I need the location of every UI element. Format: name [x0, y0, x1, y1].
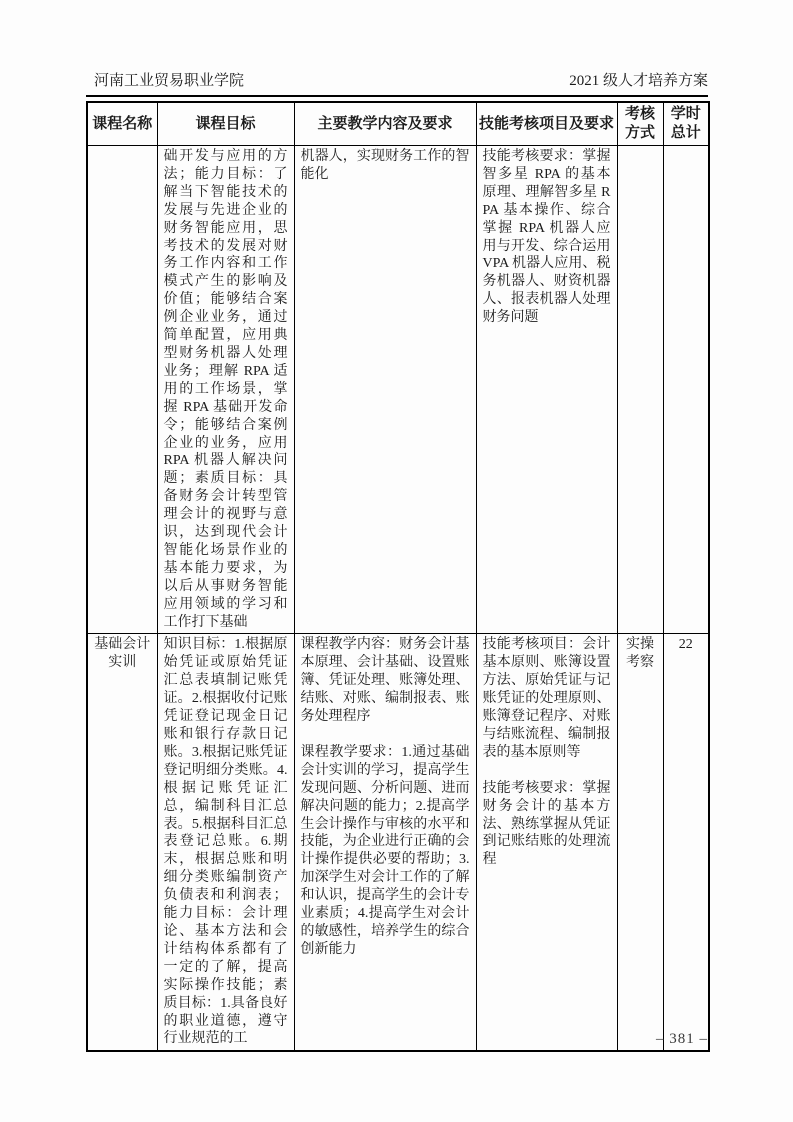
assessment-items-paragraph: 技能考核项目：会计基本原则、账簿设置方法、原始凭证与记账凭证的处理原则、账簿登记程序、对账与结账流程、编制报表的基本原则等	[482, 637, 611, 760]
header-rule	[86, 95, 708, 97]
page-header	[86, 71, 708, 91]
assessment-items-text: 技能考核要求：掌握智多星 RPA 的基本原理、理解智多星 RPA 基本操作、综合掌握 RPA 机器人应用与开发、综合运用 VPA 机器人应用、税务机器人、财资机器人、报表机器人处理财务问题	[482, 149, 611, 326]
header-assessment-items: 技能考核项目及要求	[476, 102, 617, 146]
cell-assessment-items	[476, 146, 617, 634]
page-number: – 381 –	[656, 1031, 708, 1047]
cell-assessment-items	[476, 634, 617, 1051]
cell-course-name	[87, 634, 157, 1051]
cell-total-hours-empty	[663, 146, 709, 634]
header-total-hours: 学时总计	[663, 102, 709, 146]
teaching-content-paragraph: 课程教学内容：财务会计基本原理、会计基础、设置账簿、凭证处理、账簿处理、结账、对账、编制报表、账务处理程序	[300, 637, 470, 725]
cell-total-hours	[663, 634, 709, 1051]
header-course-objectives: 课程目标	[157, 102, 294, 146]
header-teaching-content: 主要教学内容及要求	[294, 102, 476, 146]
course-name-text: 基础会计实训	[94, 637, 151, 671]
header-course-name: 课程名称	[87, 102, 157, 146]
cell-assessment-method-empty	[617, 146, 663, 634]
teaching-content-text: 机器人，实现财务工作的智能化	[300, 149, 470, 182]
table-row	[87, 634, 709, 1051]
cell-teaching-content	[294, 146, 476, 634]
objectives-text: 础开发与应用的方法；能力目标：了解当下智能技术的发展与先进企业的财务智能应用，思考技术的发展对财务工作内容和工作模式产生的影响及价值；能够结合案例企业业务，通过简单配置，应用典型财务机器人处理业务；理解 RPA 适用的工作场景，掌握 RPA 基础开发命令；能够结合案例企业的业务，应用 RPA 机器人解决问题；素质目标：具备财务会计转型管理会计的视野与意识，达到现代会计智能化场景作业的基本能力要求，为以后从事财务智能应用领域的学习和工作打下基础	[163, 149, 288, 630]
header-assessment-method: 考核方式	[617, 102, 663, 146]
assessment-requirements-paragraph: 技能考核要求：掌握财务会计的基本方法、熟练掌握从凭证到记账结账的处理流程	[482, 780, 611, 868]
header-doc-title: 2021 级人才培养方案	[569, 73, 708, 89]
cell-teaching-content	[294, 634, 476, 1051]
header-school-name: 河南工业贸易职业学院	[94, 73, 245, 89]
cell-assessment-method	[617, 634, 663, 1051]
table-header-row	[87, 102, 709, 146]
teaching-requirements-paragraph: 课程教学要求：1.通过基础会计实训的学习，提高学生发现问题、分析问题、进而解决问题的能力；2.提高学生会计操作与审核的水平和技能，为企业进行正确的会计操作提供必要的帮助；3.加深学生对会计工作的了解和认识，提高学生的会计专业素质；4.提高学生对会计的敏感性，培养学生的综合创新能力	[300, 744, 470, 957]
cell-course-objectives	[157, 634, 294, 1051]
cell-course-objectives	[157, 146, 294, 634]
curriculum-table	[86, 101, 710, 1052]
objectives-text: 知识目标：1.根据原始凭证或原始凭证汇总表填制记账凭证。2.根据收付记账凭证登记现金日记账和银行存款日记账。3.根据记账凭证登记明细分类账。4.根据记账凭证汇总，编制科目汇总表。5.根据科目汇总表登记总账。6.期末，根据总账和明细分类账编制资产负债表和利润表；能力目标：会计理论、基本方法和会计结构体系都有了一定的了解，提高实际操作技能；素质目标：1.具备良好的职业道德，遵守行业规范的工	[163, 637, 288, 1047]
table-row	[87, 146, 709, 634]
assessment-method-text: 实操考察	[626, 637, 654, 671]
cell-course-name-empty	[87, 146, 157, 634]
total-hours-text: 22	[678, 637, 693, 653]
